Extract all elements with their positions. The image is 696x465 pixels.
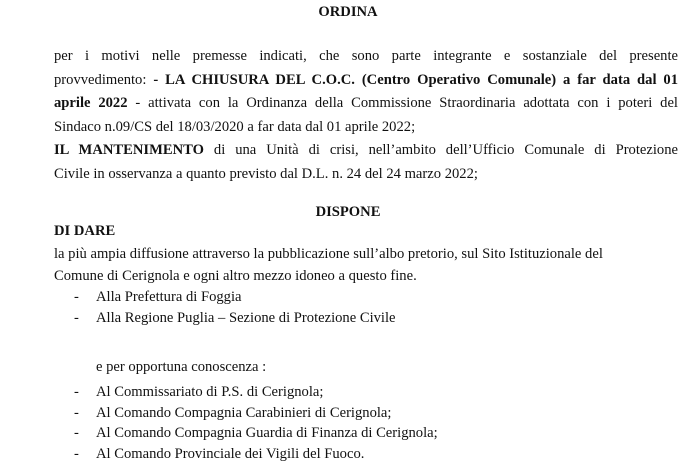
paragraph-diffusione xyxy=(54,243,678,287)
heading-dispone: DISPONE xyxy=(315,204,381,220)
paragraph-text: provvedimento: xyxy=(54,71,154,88)
subheading-di-dare: DI DARE xyxy=(54,223,116,239)
list-item-text: Al Comando Provinciale dei Vigili del Fuoco. xyxy=(96,445,365,462)
list-dash: - xyxy=(74,425,79,441)
list-item-text: Alla Regione Puglia – Sezione di Protezione Civile xyxy=(96,310,396,326)
paragraph-line: la più ampia diffusione attraverso la pubblicazione sull’albo pretorio, sul Sito Istituzionale del xyxy=(54,246,603,262)
list-dash: - xyxy=(74,404,79,421)
paragraph-text: - attivata con la Ordinanza della Commissione Straordinaria adottata con i poteri del xyxy=(127,95,678,111)
paragraph-line xyxy=(54,139,678,163)
paragraph-bold-text: - LA CHIUSURA DEL C.O.C. (Centro Operativo Comunale) a far data dal 01 xyxy=(153,71,678,88)
list-item-text: Alla Prefettura di Foggia xyxy=(96,289,242,305)
paragraph-line xyxy=(54,92,678,116)
paragraph-line xyxy=(54,69,678,93)
paragraph-line: Civile in osservanza a quanto previsto dal D.L. n. 24 del 24 marzo 2022; xyxy=(54,165,478,182)
list-dash: - xyxy=(74,310,79,326)
list-dash: - xyxy=(74,289,79,305)
paragraph-line: per i motivi nelle premesse indicati, che sono parte integrante e sostanziale del presente xyxy=(54,48,678,64)
heading-ordina: ORDINA xyxy=(318,4,378,20)
paragraph-text: di una Unità di crisi, nell’ambito dell’Ufficio Comunale di Protezione xyxy=(203,142,678,158)
list-item-text: Al Comando Compagnia Carabinieri di Cerignola; xyxy=(96,404,392,421)
paragraph-mantenimento xyxy=(54,139,678,186)
list-dash: - xyxy=(74,384,79,400)
list-dash: - xyxy=(74,445,79,462)
paragraph-line: Sindaco n.09/CS del 18/03/2020 a far data dal 01 aprile 2022; xyxy=(54,118,416,135)
paragraph-bold-text: aprile 2022 xyxy=(54,95,128,111)
list-item-text: Al Comando Compagnia Guardia di Finanza di Cerignola; xyxy=(96,425,438,441)
list-item-text: Al Commissariato di P.S. di Cerignola; xyxy=(96,384,324,400)
paragraph-line: Comune di Cerignola e ogni altro mezzo idoneo a questo fine. xyxy=(54,268,417,284)
conoscenza-label: e per opportuna conoscenza : xyxy=(96,359,267,375)
paragraph-bold-text: IL MANTENIMENTO xyxy=(54,142,204,158)
paragraph-chiusura-coc xyxy=(54,45,678,139)
